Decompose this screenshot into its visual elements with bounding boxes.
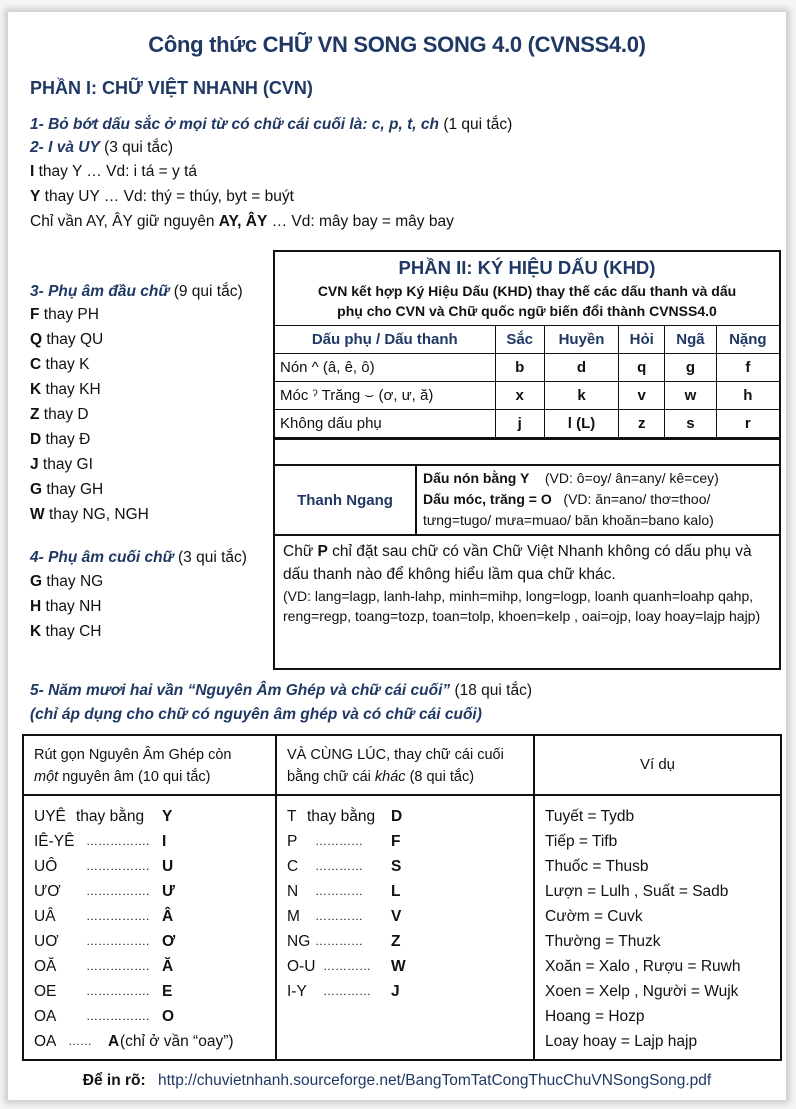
final-rule bbox=[287, 904, 523, 929]
vowel-separator: ……………. bbox=[86, 959, 150, 973]
vowel-from: OĂ bbox=[34, 958, 57, 975]
example-item: Xoăn = Xalo , Rượu = Ruwh bbox=[545, 958, 741, 975]
rule-item-text: thay KH bbox=[41, 381, 101, 398]
header-final-letter bbox=[277, 736, 535, 794]
vowel-table-header bbox=[24, 736, 780, 796]
vowel-separator: …… bbox=[68, 1034, 92, 1048]
p-note-text: Chữ bbox=[283, 543, 318, 560]
final-to: W bbox=[391, 958, 406, 975]
final-to: D bbox=[391, 808, 403, 825]
header-cell: Huyền bbox=[544, 326, 618, 354]
rule4 bbox=[30, 549, 247, 567]
final-separator: ………… bbox=[323, 959, 371, 973]
thanh-ngang-key: Dấu nón bằng Y bbox=[423, 470, 530, 486]
rule2-line bbox=[30, 163, 197, 181]
rule-item bbox=[30, 623, 102, 641]
example-item: Thường = Thuzk bbox=[545, 933, 661, 950]
vowel-separator: ……………. bbox=[86, 834, 150, 848]
thanh-ngang-label: Thanh Ngang bbox=[275, 466, 417, 534]
footer-label: Để in rõ: bbox=[82, 1072, 146, 1089]
final-to: L bbox=[391, 883, 401, 900]
vowel-separator: thay bằng bbox=[76, 808, 145, 825]
rule-item-text: thay PH bbox=[39, 306, 99, 323]
khd-symbol: x bbox=[495, 382, 544, 410]
blank-row bbox=[275, 438, 779, 466]
example-list bbox=[535, 796, 780, 1059]
rule-item-key: Z bbox=[30, 406, 40, 423]
vowel-rule bbox=[34, 954, 265, 979]
final-separator: ………… bbox=[315, 884, 363, 898]
rule-item bbox=[30, 456, 93, 474]
vowel-rule bbox=[34, 854, 265, 879]
khd-symbol: d bbox=[544, 354, 618, 382]
footer bbox=[8, 1072, 786, 1090]
khd-symbol: z bbox=[619, 410, 665, 438]
thanh-ngang-example: tưng=tugo/ mưa=muao/ băn khoăn=bano kalo) bbox=[423, 512, 714, 528]
header-cell: Nặng bbox=[716, 326, 779, 354]
rule-item bbox=[30, 431, 90, 449]
rule2-count: (3 qui tắc) bbox=[104, 139, 174, 156]
header-vowel-reduction bbox=[24, 736, 277, 794]
vowel-to: Ư bbox=[162, 883, 175, 900]
final-to: S bbox=[391, 858, 402, 875]
vowel-rule bbox=[34, 929, 265, 954]
vowel-rule bbox=[34, 904, 265, 929]
vowel-from: IÊ-YÊ bbox=[34, 833, 75, 850]
khd-table-row bbox=[275, 354, 779, 382]
vowel-separator: ……………. bbox=[86, 1009, 150, 1023]
vowel-rule bbox=[34, 829, 265, 854]
vowel-to: A bbox=[108, 1033, 120, 1050]
khd-symbol: l (L) bbox=[544, 410, 618, 438]
part2-subtitle-line: phụ cho CVN và Chữ quốc ngữ biến đổi thành CVNSS4.0 bbox=[337, 303, 717, 319]
rule-item-text: thay NH bbox=[41, 598, 102, 615]
vowel-to: E bbox=[162, 983, 173, 1000]
part1-heading: PHẦN I: CHỮ VIỆT NHANH (CVN) bbox=[30, 78, 313, 98]
header-text: VÀ CÙNG LÚC, thay chữ cái cuối bbox=[287, 747, 504, 763]
rule-item bbox=[30, 598, 102, 616]
example-item: Loay hoay = Lajp hajp bbox=[545, 1033, 698, 1050]
thanh-ngang-example: (VD: ô=oy/ ân=any/ kê=cey) bbox=[544, 470, 719, 486]
thanh-ngang-key: Dấu móc, trăng = O bbox=[423, 491, 552, 507]
part2-subtitle bbox=[275, 281, 779, 321]
rule-item bbox=[30, 406, 89, 424]
khd-symbol: j bbox=[495, 410, 544, 438]
vowel-to: Ơ bbox=[162, 933, 176, 950]
rule4-count: (3 qui tắc) bbox=[178, 549, 247, 566]
thanh-ngang-row bbox=[275, 466, 779, 536]
header-text: nguyên âm (10 qui tắc) bbox=[58, 769, 211, 785]
header-cell: Hỏi bbox=[619, 326, 665, 354]
rule-item-key: C bbox=[30, 356, 42, 373]
rule-item-text: thay NG bbox=[42, 573, 104, 590]
example-item: Xoen = Xelp , Người = Wujk bbox=[545, 983, 739, 1000]
thanh-ngang-rules bbox=[417, 466, 779, 534]
vowel-rule bbox=[34, 1029, 265, 1054]
header-cell: Sắc bbox=[495, 326, 544, 354]
rule-item bbox=[30, 481, 103, 499]
final-separator: ………… bbox=[315, 834, 363, 848]
rule5 bbox=[30, 682, 532, 700]
p-note-examples: (VD: lang=lagp, lanh-lahp, minh=mihp, long=logp, loanh quanh=loahp qahp, reng=regp, toang=tozp, toan=tolp, khoen=kelp , oai=ojp, loay hoay=lajp hajp) bbox=[283, 588, 761, 624]
khd-symbol: b bbox=[495, 354, 544, 382]
khd-symbol: q bbox=[619, 354, 665, 382]
khd-symbol: v bbox=[619, 382, 665, 410]
rule2 bbox=[30, 139, 173, 157]
header-text-italic: khác bbox=[374, 769, 406, 785]
final-rule bbox=[287, 929, 523, 954]
final-from: NG bbox=[287, 933, 311, 950]
thanh-ngang-example: (VD: ăn=ano/ thơ=thoo/ bbox=[563, 491, 711, 507]
final-rule bbox=[287, 879, 523, 904]
vowel-table-body bbox=[24, 796, 780, 1059]
khd-symbol: k bbox=[544, 382, 618, 410]
example-item: Tuyết = Tydb bbox=[545, 808, 635, 825]
vowel-from: UÔ bbox=[34, 858, 58, 875]
final-from: N bbox=[287, 883, 299, 900]
rule-item-key: G bbox=[30, 481, 43, 498]
final-from: I-Y bbox=[287, 983, 307, 1000]
rule1-title: 1- Bỏ bớt dấu sắc ở mọi từ có chữ cái cuối là: c, p, t, ch bbox=[30, 116, 439, 133]
vowel-to: I bbox=[162, 833, 167, 850]
final-rule bbox=[287, 804, 523, 829]
rule1-count: (1 qui tắc) bbox=[443, 116, 513, 133]
header-cell: Dấu phụ / Dấu thanh bbox=[275, 326, 495, 354]
vowel-to: U bbox=[162, 858, 174, 875]
vowel-separator: ……………. bbox=[86, 859, 150, 873]
final-to: F bbox=[391, 833, 401, 850]
vowel-separator: ……………. bbox=[86, 884, 150, 898]
rule5-title: 5- Năm mươi hai vần “Nguyên Âm Ghép và chữ cái cuối” bbox=[30, 682, 451, 699]
vowel-from: OA bbox=[34, 1008, 57, 1025]
rule-item-key: F bbox=[30, 306, 40, 323]
final-to: V bbox=[391, 908, 402, 925]
final-rule bbox=[287, 829, 523, 854]
row-label: Không dấu phụ bbox=[275, 410, 495, 438]
final-separator: thay bằng bbox=[307, 808, 376, 825]
rule-item-text: thay QU bbox=[42, 331, 104, 348]
final-rule bbox=[287, 954, 523, 979]
rule5-subtitle: (chỉ áp dụng cho chữ có nguyên âm ghép và có chữ cái cuối) bbox=[30, 706, 482, 723]
final-from: M bbox=[287, 908, 300, 925]
rule3-title: 3- Phụ âm đầu chữ bbox=[30, 283, 170, 300]
final-from: P bbox=[287, 833, 298, 850]
vowel-rule bbox=[34, 1004, 265, 1029]
document-page bbox=[8, 12, 786, 1100]
document-title: Công thức CHỮ VN SONG SONG 4.0 (CVNSS4.0) bbox=[148, 32, 646, 57]
final-separator: ………… bbox=[323, 984, 371, 998]
khd-box bbox=[273, 250, 781, 670]
row-label: Nón ^ (â, ê, ô) bbox=[275, 354, 495, 382]
final-rule bbox=[287, 979, 523, 1004]
final-from: T bbox=[287, 808, 297, 825]
vowel-from: ƯƠ bbox=[34, 883, 61, 900]
header-cell: Ngã bbox=[665, 326, 716, 354]
part2-subtitle-line: CVN kết hợp Ký Hiệu Dấu (KHD) thay thế các dấu thanh và dấu bbox=[317, 283, 737, 299]
p-rule-note bbox=[275, 536, 779, 630]
rule2-line-key: AY, ÂY bbox=[218, 213, 268, 230]
rule-item bbox=[30, 381, 101, 399]
vowel-rule bbox=[34, 879, 265, 904]
example-item: Tiếp = Tifb bbox=[545, 833, 618, 850]
header-examples: Ví dụ bbox=[639, 756, 676, 773]
rule-item-key: Q bbox=[30, 331, 43, 348]
row-label: Móc ˀ Trăng ⌣ (ơ, ư, ă) bbox=[275, 382, 495, 410]
final-from: O-U bbox=[287, 958, 316, 975]
rule4-title: 4- Phụ âm cuối chữ bbox=[30, 549, 174, 566]
example-item: Hoang = Hozp bbox=[545, 1008, 645, 1025]
rule-item-key: G bbox=[30, 573, 43, 590]
rule2-line-text: Chỉ vần AY, ÂY giữ nguyên bbox=[30, 213, 219, 230]
rule-item-key: W bbox=[30, 506, 45, 523]
rule3 bbox=[30, 283, 243, 301]
example-item: Cườm = Cuvk bbox=[545, 908, 643, 925]
part2-heading: PHẦN II: KÝ HIỆU DẤU (KHD) bbox=[398, 257, 656, 278]
rule-item-text: thay K bbox=[41, 356, 90, 373]
rule-item-key: K bbox=[30, 381, 42, 398]
rule-item-text: thay GH bbox=[42, 481, 104, 498]
rule2-line-text: thay Y … Vd: i tá = y tá bbox=[34, 163, 198, 180]
rule-item bbox=[30, 306, 99, 324]
khd-symbol: s bbox=[665, 410, 716, 438]
rule-item-text: thay D bbox=[39, 406, 89, 423]
rule-item-key: K bbox=[30, 623, 42, 640]
header-text: (8 qui tắc) bbox=[405, 769, 475, 785]
final-to: J bbox=[391, 983, 400, 1000]
vowel-list bbox=[24, 796, 277, 1059]
rule5-count: (18 qui tắc) bbox=[454, 682, 533, 699]
final-separator: ………… bbox=[315, 909, 363, 923]
rule-item-text: thay GI bbox=[38, 456, 93, 473]
rule-item bbox=[30, 506, 149, 524]
vowel-from: UÂ bbox=[34, 908, 56, 925]
example-item: Lượn = Lulh , Suất = Sadb bbox=[545, 883, 729, 900]
final-rule bbox=[287, 854, 523, 879]
vowel-rule bbox=[34, 804, 265, 829]
final-separator: ………… bbox=[315, 859, 363, 873]
p-note-text: chỉ đặt sau chữ có vần Chữ Việt Nhanh không có dấu phụ và dấu thanh nào để không hiểu lầm qua chữ khác. bbox=[283, 543, 752, 583]
vowel-to: Ă bbox=[162, 958, 174, 975]
khd-symbol: g bbox=[665, 354, 716, 382]
vowel-rule bbox=[34, 979, 265, 1004]
khd-symbol: h bbox=[716, 382, 779, 410]
rule2-line bbox=[30, 188, 294, 206]
vowel-to: Â bbox=[162, 908, 174, 925]
rule3-count: (9 qui tắc) bbox=[173, 283, 243, 300]
vowel-separator: ……………. bbox=[86, 934, 150, 948]
khd-table-row bbox=[275, 382, 779, 410]
vowel-from: OE bbox=[34, 983, 57, 1000]
rule-item-text: thay NG, NGH bbox=[44, 506, 149, 523]
khd-table-row bbox=[275, 410, 779, 438]
vowel-to: Y bbox=[162, 808, 173, 825]
khd-symbol: f bbox=[716, 354, 779, 382]
vowel-separator: ……………. bbox=[86, 984, 150, 998]
footer-link[interactable]: http://chuvietnhanh.sourceforge.net/BangTomTatCongThucChuVNSongSong.pdf bbox=[157, 1072, 712, 1089]
vowel-from: UƠ bbox=[34, 933, 59, 950]
header-text-italic: một bbox=[34, 769, 59, 785]
final-from: C bbox=[287, 858, 299, 875]
final-to: Z bbox=[391, 933, 401, 950]
header-text: bằng chữ cái bbox=[287, 769, 375, 785]
khd-symbol: r bbox=[716, 410, 779, 438]
vowel-from: UYÊ bbox=[34, 808, 66, 825]
rule-item-key: D bbox=[30, 431, 42, 448]
rule-item-key: J bbox=[30, 456, 39, 473]
rule-item-text: thay CH bbox=[41, 623, 102, 640]
p-note-key: P bbox=[317, 543, 328, 560]
rule-item bbox=[30, 356, 89, 374]
vowel-from: OA bbox=[34, 1033, 57, 1050]
rule-item bbox=[30, 331, 103, 349]
rule2-line-text: thay UY … Vd: thý = thúy, byt = buýt bbox=[40, 188, 294, 205]
final-separator: ………… bbox=[315, 934, 363, 948]
rule-item-text: thay Đ bbox=[41, 431, 91, 448]
rule-item bbox=[30, 573, 103, 591]
rule2-line-key: I bbox=[30, 163, 35, 180]
rule1 bbox=[30, 116, 512, 134]
rule2-line bbox=[30, 213, 454, 231]
vowel-separator: ……………. bbox=[86, 909, 150, 923]
rule-item-key: H bbox=[30, 598, 42, 615]
vowel-to: O bbox=[162, 1008, 175, 1025]
rule2-line-text: … Vd: mây bay = mây bay bbox=[267, 213, 454, 230]
rule2-line-key: Y bbox=[30, 188, 41, 205]
rule2-title: 2- I và UY bbox=[30, 139, 100, 156]
header-text: Rút gọn Nguyên Âm Ghép còn bbox=[34, 747, 232, 763]
vowel-note: (chỉ ở vần “oay”) bbox=[120, 1033, 234, 1050]
khd-table bbox=[275, 325, 779, 438]
example-item: Thuốc = Thusb bbox=[545, 858, 649, 875]
khd-symbol: w bbox=[665, 382, 716, 410]
vowel-rules-table bbox=[22, 734, 782, 1061]
khd-table-header bbox=[275, 326, 779, 354]
final-list bbox=[277, 796, 535, 1059]
